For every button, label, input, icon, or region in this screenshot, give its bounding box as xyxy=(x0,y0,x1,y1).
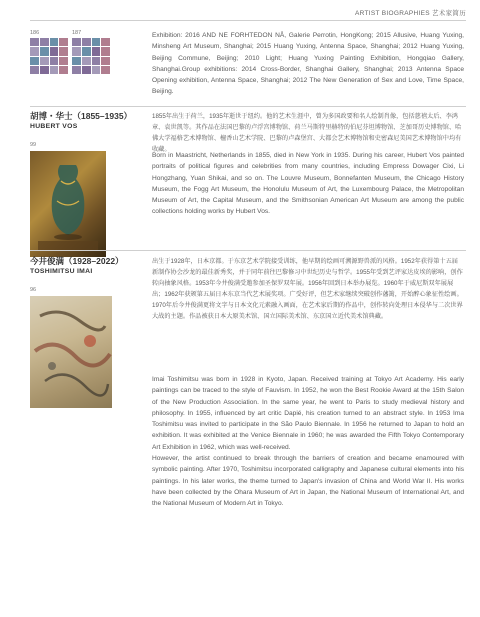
thumbnail-number-right: 187 xyxy=(72,30,82,36)
thumbnail-artwork-right xyxy=(72,38,110,74)
artwork-number: 96 xyxy=(30,287,37,293)
imai-bio-en-1: Imai Toshimitsu was born in 1928 in Kyoto, Japan. Received training at Tokyo Art Academy. His early paintings can be traced to the style of Fauvism. In 1952, he won the Best Rookie Award at the 15th Salon of the New Production Association. In the same year, he went to Paris to study medieval history and philosophy. In 1955, influenced by art critic Dapié, his creation turned to an abstract style. In 1953 Ima Toshimitsu was invited to participate in the São Paulo Biennale. In 1956 he returned to Japan to hold an exhibition. It was exhibited at the Venice Biennale in 1960; he was awarded the Fifth Tokyo Contemporary Art Exhibition in 1962, which was well-received. xyxy=(152,376,464,451)
artist-name-zh: 今井俊满（1928–2022） xyxy=(30,256,124,266)
artwork-number: 99 xyxy=(30,142,37,148)
thumbnail-artwork-left xyxy=(30,38,68,74)
vos-bio-en: Born in Maastricht, Netherlands in 1855, died in New York in 1935. During his career, Hubert Vos painted portraits of political figures and celebrities from many countries, including Empress Dowager Cixi, Li Hongzhang, Yuan Shikai, and so on. The Louvre Museum, Bonnefanten Museum, the Chicago History Museum, the Fogg Art Museum, the Honolulu Museum of Art, the Luxembourg Palace, the Metropolitan Museum of Art, the Capital Museum, and the Smithsonian American Art Museum are among the public collections holding works by Hubert Vos. xyxy=(152,152,464,216)
thumbnail-numbers xyxy=(30,30,110,38)
artist-header-vos xyxy=(30,111,140,257)
vase-painting-illustration xyxy=(30,151,106,257)
artist-header-imai xyxy=(30,256,140,408)
vos-bio-zh: 1855年出生于荷兰，1935年逝世于纽约。他的艺术生涯中，曾为多国政要和名人绘制肖像，包括慈禧太后、李鸿章、袁世凯等。其作品在法国巴黎的卢浮宫博物馆、荷兰马斯特里赫特的伯尼芬坦博物馆、芝加哥历史博物馆、哈佛大学福格艺术博物馆、檀香山艺术学院、巴黎的卢森堡宫、大都会艺术博物馆和史密森尼美国艺术博物馆中均有收藏。 xyxy=(152,113,462,153)
artwork-image-abstract xyxy=(30,296,112,408)
thumbnail-number-left: 186 xyxy=(30,30,40,36)
artist-name-zh: 胡博・华士（1855–1935） xyxy=(30,111,133,121)
thumbnail-row xyxy=(30,38,110,74)
section-rule-vos xyxy=(30,106,466,107)
artwork-image-vase xyxy=(30,151,106,257)
top-rule xyxy=(30,20,466,21)
imai-bio-zh: 出生于1928年，日本京都。于东京艺术学院接受训练，他早期的绘画可溯源野兽派的风格。1952年获得第十五届新制作协会沙龙的最佳新秀奖，并于同年前往巴黎修习中世纪历史与哲学。1955年受到艺评家达皮埃的影响，创作转向抽象风格。1953年今井俊满受邀参加圣保罗双年展。1956年回到日本举办展览。1960年于威尼斯双年展展出；1962年获颁第五届日本东京当代艺术展奖项。广受好评，但艺术家继续突破创作藩篱，开始醉心象征性绘画。1970年后今井俊满更将文字与日本文化元素融入画面，在艺术家后期的作品中，创作转向处理日本侵华与二次世界大战的主题。作品被获日本大原美术馆、国立国际美术馆、东京国立近代美术馆典藏。 xyxy=(152,258,463,320)
abstract-painting-illustration xyxy=(30,296,112,408)
section-rule-imai xyxy=(30,250,466,251)
running-head: ARTIST BIOGRAPHIES 艺术家简历 xyxy=(355,10,466,17)
imai-bio-en-2: However, the artist continued to break through the barriers of creation and became enamoured with symbolic painting. After 1970, Toshimitsu incorporated calligraphy and Japanese cultural elements into his paintings. In his later works, the theme turned to Japan's invasion of China and World War II. His works have been collected by the Ohara Museum of Art in Japan, the National Museum of International Art, and the National Museum of Modern Art in Tokyo. xyxy=(152,455,464,508)
thumbnail-block xyxy=(30,30,110,74)
artist-name-en: HUBERT VOS xyxy=(30,123,78,130)
imai-bio-en-container xyxy=(152,374,464,510)
exhibitions-paragraph: Exhibition: 2016 AND NE FORHTEDON NÅ, Galerie Perrotin, HongKong; 2015 Allusive, Huang Yuxing, Minsheng Art Museum, Shanghai; 2015 Huang Yuxing, Antenna Space, Shanghai; 2012 Huang Yuxing, Beijing Commune, Beijing; 2010 Light; Huang Yuxing Painting Exhibition, Hongqiao Gallery, Shanghai.Group exhibitions: 2014 Cross-Border, Shanghai Gallery, Shanghai; 2013 Antenna Space Opening exhibition, Antenna Space, Shanghai; 2012 The New Generation of Sex and Love, Time Space, Beijing. xyxy=(152,32,464,96)
artist-name-en: TOSHIMITSU IMAI xyxy=(30,268,93,275)
